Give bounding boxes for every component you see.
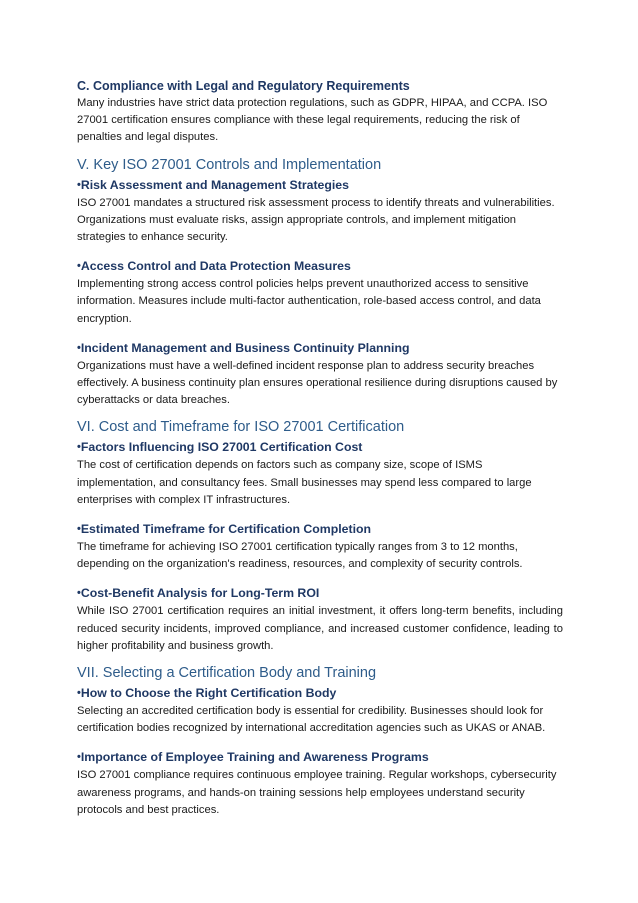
subsection-title: How to Choose the Right Certification Body [80,686,337,701]
subsection-timeframe [77,521,563,573]
document-content [77,78,563,819]
subsection-body: ISO 27001 compliance requires continuous employee training. Regular workshops, cybersecurity awareness programs, and hands-on training sessions help employees understand security protocols and best practices. [77,769,557,816]
subsection-cost-factors [77,439,563,509]
bullet-icon: • [77,687,81,700]
subsection-heading [77,585,563,603]
subsection-body: The timeframe for achieving ISO 27001 certification typically ranges from 3 to 12 months, depending on the organization's readiness, resources, and complexity of security controls. [77,541,523,571]
subsection-title: Incident Management and Business Continuity Planning [80,340,410,355]
bullet-icon: • [77,441,81,454]
subsection-heading [77,177,563,195]
subsection-certification-body [77,685,563,737]
subsection-title: Risk Assessment and Management Strategies [80,177,349,192]
subsection-employee-training [77,749,563,819]
subsection-heading [77,258,563,276]
subsection-body: Implementing strong access control policies helps prevent unauthorized access to sensitive information. Measures include multi-factor authentication, role-based access control, and data encryption. [77,278,541,325]
bullet-icon: • [77,751,81,764]
subsection-title: Importance of Employee Training and Awareness Programs [80,750,429,765]
subsection-body: Selecting an accredited certification body is essential for credibility. Businesses should look for certification bodies recognized by international accreditation agencies such as UKAS or ANAB. [77,705,546,735]
subsection-heading [77,439,563,457]
subsection-title: Cost-Benefit Analysis for Long-Term ROI [80,586,320,601]
subsection-heading [77,685,563,703]
subsection-title: Access Control and Data Protection Measures [80,259,351,274]
subsection-body: ISO 27001 mandates a structured risk assessment process to identify threats and vulnerabilities. Organizations must evaluate risks, assign appropriate controls, and implement mitigation strategies to enhance security. [77,196,555,244]
subsection-title: Estimated Timeframe for Certification Completion [80,522,372,537]
section-c-body: Many industries have strict data protection regulations, such as GDPR, HIPAA, and CCPA. ISO 27001 certification ensures compliance with these legal requirements, reducing the risk of penalties and legal disputes. [77,97,548,144]
bullet-icon: • [77,260,81,273]
subsection-heading [77,340,563,358]
subsection-incident-management [77,340,563,410]
subsection-title: Factors Influencing ISO 27001 Certification Cost [80,440,363,455]
subsection-body: While ISO 27001 certification requires an initial investment, it offers long-term benefits, including reduced security incidents, improved compliance, and increased customer confidence, leading to higher profitability and business growth. [77,605,563,652]
subsection-body: Organizations must have a well-defined incident response plan to address security breaches effectively. A business continuity plan ensures operational resilience during disruptions caused by cyberattacks or data breaches. [77,359,558,407]
bullet-icon: • [77,178,81,191]
subsection-cost-benefit [77,585,563,655]
subsection-heading [77,521,563,539]
subsection-access-control [77,258,563,328]
bullet-icon: • [77,587,81,600]
section-vii-heading: VII. Selecting a Certification Body and Training [77,665,377,682]
subsection-risk-assessment [77,177,563,247]
bullet-icon: • [77,341,81,354]
section-vi-heading: VI. Cost and Timeframe for ISO 27001 Certification [77,419,405,436]
section-v-heading: V. Key ISO 27001 Controls and Implementation [77,156,382,173]
section-c-heading: C. Compliance with Legal and Regulatory Requirements [77,79,410,93]
bullet-icon: • [77,523,81,536]
subsection-heading [77,749,563,767]
subsection-body: The cost of certification depends on factors such as company size, scope of ISMS implementation, and consultancy fees. Small businesses may spend less compared to large enterprises with complex IT infrastructures. [77,459,532,506]
